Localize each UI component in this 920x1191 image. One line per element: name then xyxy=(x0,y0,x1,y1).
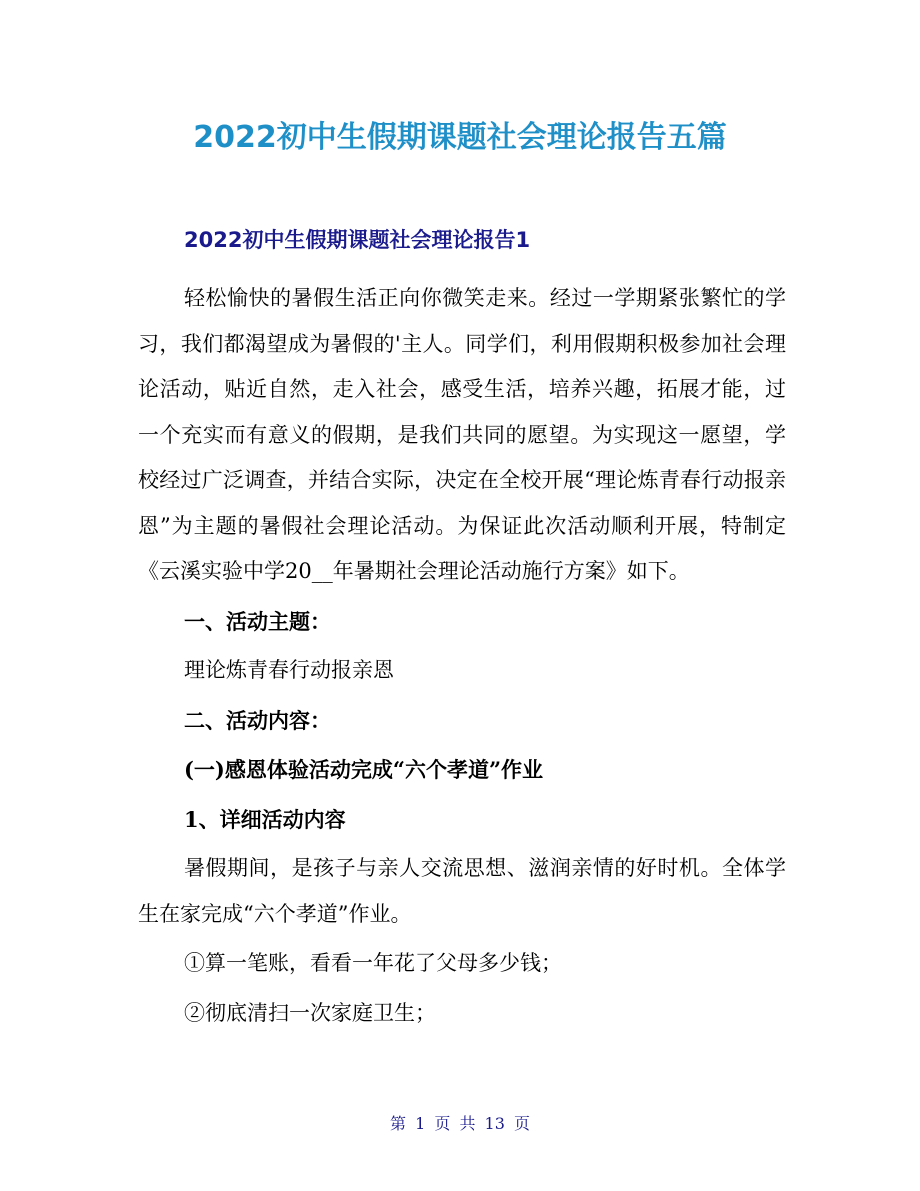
heading-detailed-content: 1、详细活动内容 xyxy=(184,806,346,832)
paragraph-activity-theme: 理论炼青春行动报亲恩 xyxy=(184,658,394,682)
document-title: 2022初中生假期课题社会理论报告五篇 xyxy=(193,120,727,155)
list-item-2: ②彻底清扫一次家庭卫生； xyxy=(184,1000,436,1025)
document-body xyxy=(138,276,786,1036)
paragraph-summer-time: 暑假期间，是孩子与亲人交流思想、滋润亲情的好时机。全体学生在家完成“六个孝道”作业。 xyxy=(138,856,786,926)
paragraph-intro: 轻松愉快的暑假生活正向你微笑走来。经过一学期紧张繁忙的学习，我们都渴望成为暑假的'主人。同学们，利用假期积极参加社会理论活动，贴近自然，走入社会，感受生活，培养兴趣，拓展才能，过一个充实而有意义的假期，是我们共同的愿望。为实现这一愿望，学校经过广泛调查，并结合实际，决定在全校开展“理论炼青春行动报亲恩”为主题的暑假社会理论活动。为保证此次活动顺利开展，特制定《云溪实验中学20__年暑期社会理论活动施行方案》如下。 xyxy=(138,286,786,583)
heading-activity-theme: 一、活动主题： xyxy=(184,608,331,634)
list-item-1: ①算一笔账，看看一年花了父母多少钱； xyxy=(184,951,562,975)
page-number-footer: 第 1 页 共 13 页 xyxy=(390,1114,530,1133)
heading-gratitude-activity: (一)感恩体验活动完成“六个孝道”作业 xyxy=(184,757,544,782)
heading-activity-content: 二、活动内容： xyxy=(184,707,331,733)
section-title: 2022初中生假期课题社会理论报告1 xyxy=(184,228,531,252)
